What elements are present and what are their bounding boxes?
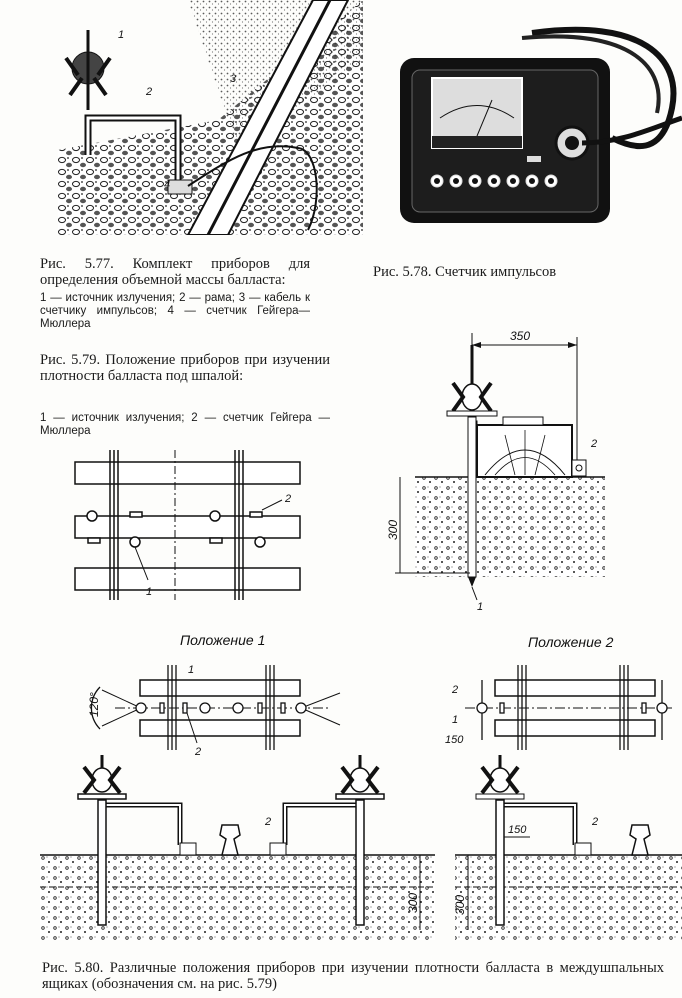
fig-5-79-legend: 1 — источник излучения; 2 — счетчик Гейгера — Мюллера [40, 412, 330, 437]
p2-offset-section: 150 [508, 824, 527, 836]
p1-label-1: 1 [188, 664, 195, 676]
fig-5-78-caption: Рис. 5.78. Счетчик импульсов [373, 264, 557, 280]
plan-label-2: 2 [285, 493, 292, 505]
fig-5-80-caption: Рис. 5.80. Различные положения приборов при изучении плотности балласта в междушпальных ящиках (обозначения см. на рис. 5.79) [42, 960, 664, 992]
angle-label: 120° [87, 692, 101, 717]
fig-5-78-illustration [382, 18, 682, 228]
fig-5-79-plan [70, 450, 310, 615]
label-2: 2 [146, 86, 153, 98]
fig-5-79-section [385, 325, 610, 615]
p1-label-2: 2 [195, 746, 202, 758]
position-1-title: Положение 1 [180, 632, 266, 648]
p1-counter-label: 2 [265, 816, 272, 828]
section-label-1: 1 [477, 601, 484, 613]
position-2-title: Положение 2 [528, 634, 614, 650]
fig-5-77-legend: 1 — источник излучения; 2 — рама; 3 — кабель к счетчику импульсов; 4 — счетчик Гейгера—Мюллера [40, 292, 310, 330]
fig-5-77-caption: Рис. 5.77. Комплект приборов для определения объемной массы балласта: [40, 256, 310, 288]
p2-counter-label: 2 [592, 816, 599, 828]
p2-offset: 150 [445, 734, 464, 746]
fig-5-77-illustration [58, 0, 363, 235]
label-4: 4 [164, 179, 171, 191]
dimension-300: 300 [386, 519, 400, 540]
dimension-350: 350 [510, 329, 531, 343]
p2-label-2: 2 [452, 684, 459, 696]
p2-depth: 300 [453, 894, 467, 915]
p1-depth: 300 [406, 892, 420, 913]
fig-5-80-position-1 [40, 625, 440, 945]
p2-label-1: 1 [452, 714, 459, 726]
label-1: 1 [118, 29, 125, 41]
fig-5-79-caption: Рис. 5.79. Положение приборов при изучении плотности балласта под шпалой: [40, 352, 330, 384]
fig-5-80-position-2 [440, 625, 682, 945]
label-3: 3 [230, 73, 237, 85]
plan-label-1: 1 [146, 586, 153, 598]
section-label-2: 2 [591, 438, 598, 450]
